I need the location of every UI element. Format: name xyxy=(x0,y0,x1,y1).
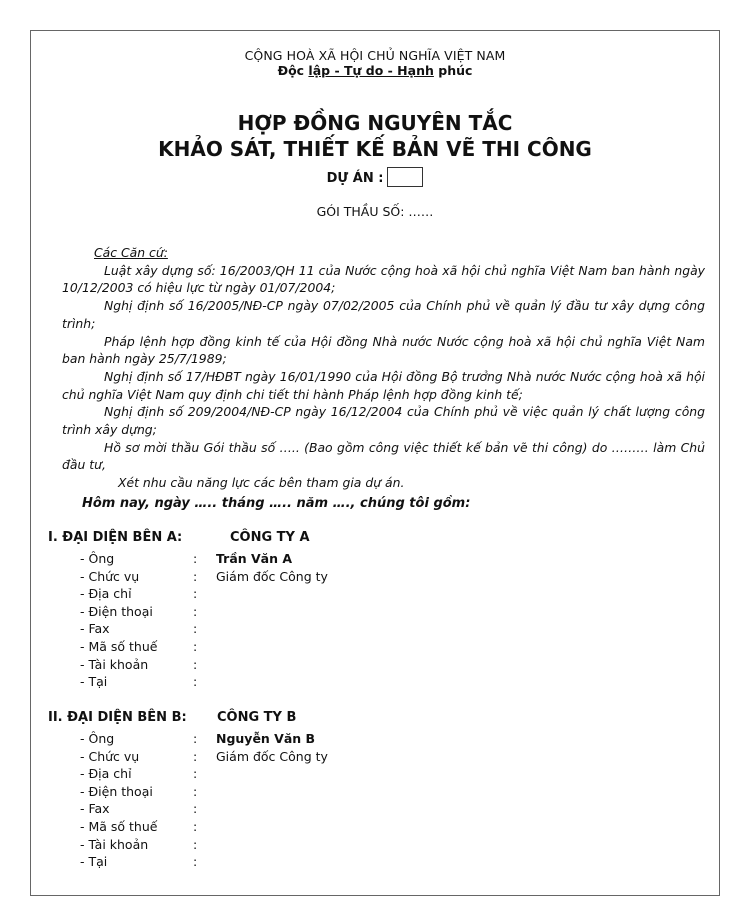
party-b-company: CÔNG TY B xyxy=(217,710,297,725)
detail-colon: : xyxy=(193,674,198,690)
detail-colon: : xyxy=(193,621,198,637)
detail-row xyxy=(80,784,480,802)
detail-colon: : xyxy=(193,783,198,799)
detail-row xyxy=(80,837,480,855)
detail-colon: : xyxy=(193,801,198,817)
detail-colon: : xyxy=(193,586,198,602)
legal-basis-heading: Các Căn cứ: xyxy=(94,245,168,260)
motto-part-2: lập - Tự do - Hạnh xyxy=(308,63,434,78)
date-statement: Hôm nay, ngày ….. tháng ….. năm …., chúng tôi gồm: xyxy=(82,496,471,511)
detail-colon: : xyxy=(193,568,198,584)
motto-part-3: phúc xyxy=(433,63,473,78)
detail-label: - Ông xyxy=(80,551,115,566)
contract-title-line-1: HỢP ĐỒNG NGUYÊN TẮC xyxy=(237,111,513,135)
detail-row xyxy=(80,674,480,692)
package-number: GÓI THẦU SỐ: …… xyxy=(316,204,434,219)
legal-basis-item: Nghị định số 209/2004/NĐ-CP ngày 16/12/2004 của Chính phủ về việc quản lý chất lượng công trình xây dựng; xyxy=(62,404,705,438)
detail-row xyxy=(80,819,480,837)
detail-label: - Mã số thuế xyxy=(80,639,158,654)
detail-colon: : xyxy=(193,551,198,566)
nation-header: CỘNG HOÀ XÃ HỘI CHỦ NGHĨA VIỆT NAM xyxy=(244,48,506,63)
detail-row xyxy=(80,569,480,587)
detail-label: - Địa chỉ xyxy=(80,766,132,782)
detail-value: Trần Văn A xyxy=(216,551,293,566)
legal-basis-section xyxy=(62,244,705,492)
detail-label: - Fax xyxy=(80,621,110,637)
detail-row xyxy=(80,766,480,784)
detail-label: - Điện thoại xyxy=(80,603,153,619)
detail-colon: : xyxy=(193,731,198,746)
detail-row xyxy=(80,801,480,819)
legal-basis-item: Nghị định số 16/2005/NĐ-CP ngày 07/02/2005 của Chính phủ về quản lý đầu tư xây dựng công trình; xyxy=(62,298,705,331)
detail-label: - Địa chỉ xyxy=(80,586,132,602)
detail-label: - Tại xyxy=(80,854,108,870)
detail-row xyxy=(80,586,480,604)
detail-colon: : xyxy=(193,748,198,764)
legal-basis-closing: Xét nhu cầu năng lực các bên tham gia dự án. xyxy=(118,475,405,491)
detail-row xyxy=(80,657,480,675)
detail-label: - Chức vụ xyxy=(80,568,140,584)
detail-value: Nguyễn Văn B xyxy=(216,731,316,746)
detail-label: - Tài khoản xyxy=(80,656,149,672)
contract-title-line-2: KHẢO SÁT, THIẾT KẾ BẢN VẼ THI CÔNG xyxy=(158,137,592,161)
detail-label: - Tài khoản xyxy=(80,836,149,852)
legal-basis-item: Pháp lệnh hợp đồng kinh tế của Hội đồng Nhà nước Nước cộng hoà xã hội chủ nghĩa Việt Nam ban hành ngày 25/7/1989; xyxy=(62,333,705,367)
detail-value: Giám đốc Công ty xyxy=(216,568,328,584)
detail-row xyxy=(80,731,480,749)
legal-basis-item: Luật xây dựng số: 16/2003/QH 11 của Nước cộng hoà xã hội chủ nghĩa Việt Nam ban hành ngày 10/12/2003 có hiệu lực từ ngày 01/07/2004; xyxy=(62,262,705,296)
detail-label: - Ông xyxy=(80,731,115,746)
motto-part-1: Độc xyxy=(277,63,309,78)
party-a-company: CÔNG TY A xyxy=(230,530,310,545)
project-name-box xyxy=(387,167,423,187)
detail-label: - Tại xyxy=(80,674,108,690)
detail-label: - Chức vụ xyxy=(80,748,140,764)
detail-row xyxy=(80,639,480,657)
detail-label: - Mã số thuế xyxy=(80,819,158,834)
national-motto xyxy=(0,63,750,78)
party-a-title: I. ĐẠI DIỆN BÊN A: xyxy=(48,530,183,545)
detail-row xyxy=(80,749,480,767)
detail-row xyxy=(80,854,480,872)
party-b-title: II. ĐẠI DIỆN BÊN B: xyxy=(48,710,187,725)
detail-colon: : xyxy=(193,819,198,834)
detail-colon: : xyxy=(193,603,198,619)
detail-value: Giám đốc Công ty xyxy=(216,748,328,764)
detail-colon: : xyxy=(193,656,198,672)
detail-row xyxy=(80,621,480,639)
project-line xyxy=(0,170,750,187)
detail-colon: : xyxy=(193,766,198,782)
project-label: DỰ ÁN : xyxy=(326,171,384,186)
detail-row xyxy=(80,551,480,569)
detail-label: - Fax xyxy=(80,801,110,817)
detail-colon: : xyxy=(193,639,198,654)
legal-basis-item: Nghị định số 17/HĐBT ngày 16/01/1990 của Hội đồng Bộ trưởng Nhà nước Nước cộng hoà xã hội chủ nghĩa Việt Nam quy định chi tiết thi hành Pháp lệnh hợp đồng kinh tế; xyxy=(62,368,705,402)
detail-label: - Điện thoại xyxy=(80,783,153,799)
detail-row xyxy=(80,604,480,622)
detail-colon: : xyxy=(193,854,198,870)
detail-colon: : xyxy=(193,836,198,852)
legal-basis-item: Hồ sơ mời thầu Gói thầu số ….. (Bao gồm công việc thiết kế bản vẽ thi công) do ……… làm Chủ đầu tư, xyxy=(62,439,705,473)
